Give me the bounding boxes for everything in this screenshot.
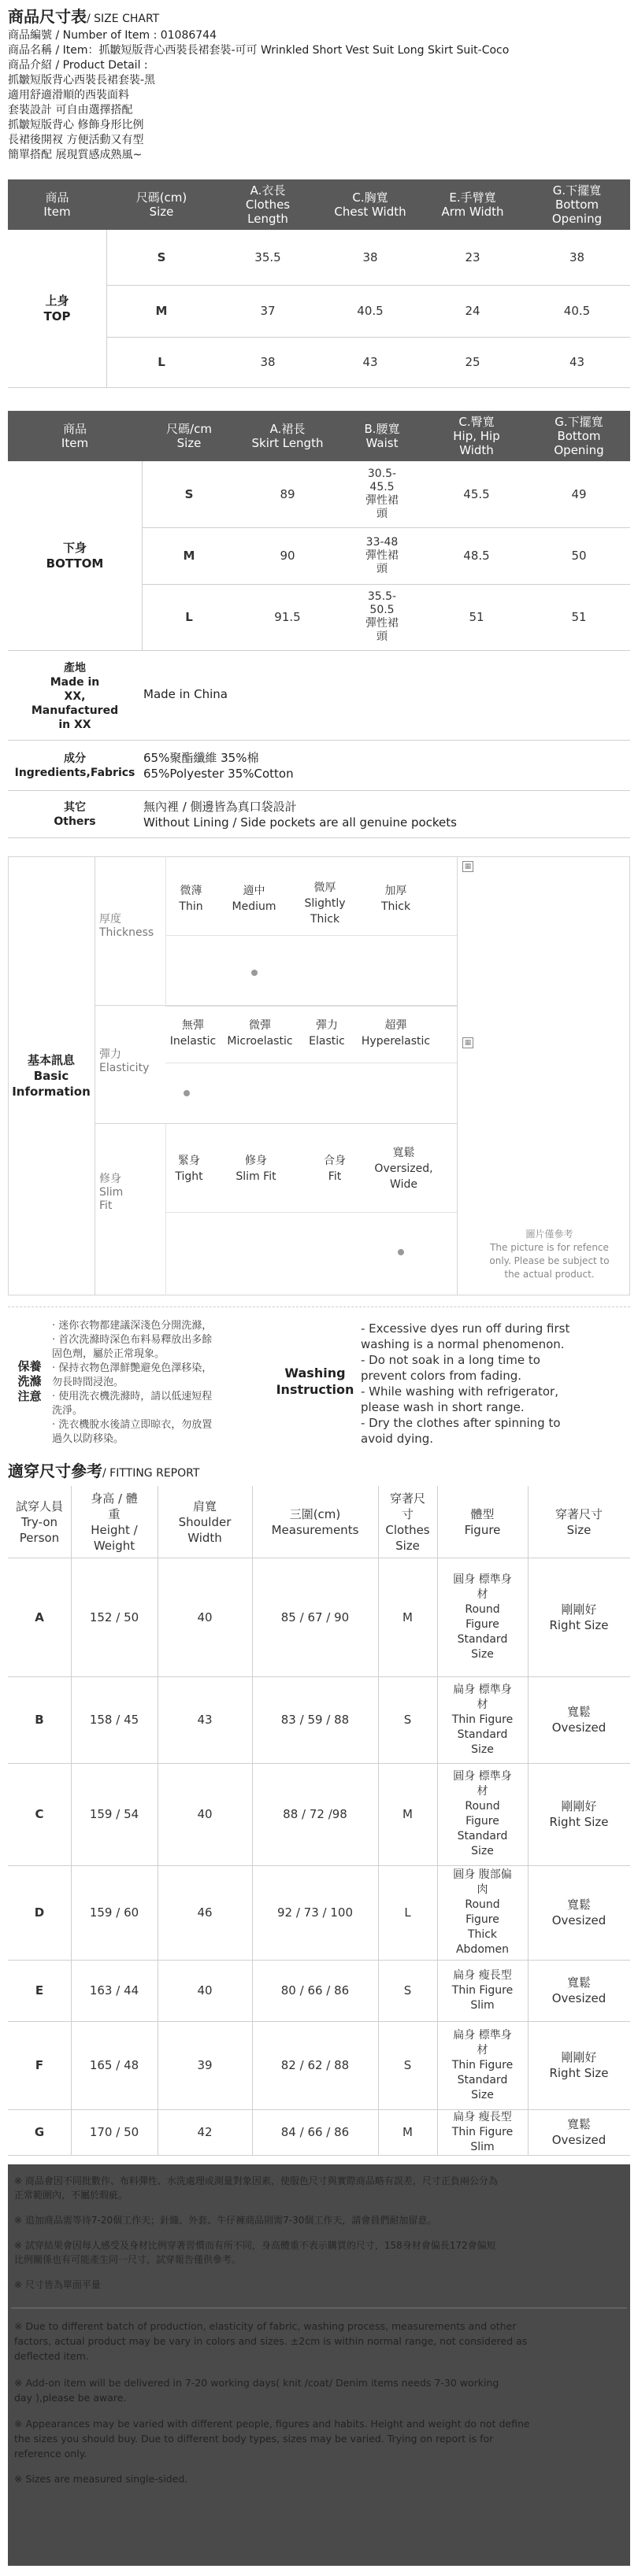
image-placeholder-icon: ▦	[462, 1037, 473, 1048]
value-cell: 39	[197, 2058, 213, 2072]
top-header-chest: C.胸寬 Chest Width	[319, 179, 421, 230]
value-cell: 38	[362, 250, 378, 264]
value-cell: 43	[569, 355, 585, 369]
note-item: ※ Add-on item will be delivered in 7-20 working days( knit /coat/ Denim items needs 7-30 working day ),please be aware.	[14, 2377, 499, 2404]
value-cell: 50	[571, 549, 587, 563]
thickness-option-slightly-thick: 微厚 Slightly Thick	[304, 881, 346, 926]
material-label: 成分 Ingredients,Fabrics	[14, 752, 135, 779]
value-cell: 159 / 60	[89, 1905, 139, 1920]
fit-result-cell: 寬鬆 Ovesized	[551, 1705, 606, 1735]
note-item: ※ Appearances may be varied with different people, figures and habits. Height and weight do not define the sizes you should buy. Due to different body types, sizes may be varied. Trying on report is for reference only.	[14, 2418, 530, 2460]
value-cell: 158 / 45	[89, 1713, 139, 1727]
washing-zh-text: · 迷你衣物都建議深淺色分開洗滌， · 首次洗滌時深色布料易釋放出多餘 固色劑，屬於正常現象。 · 保持衣物色澤鮮艷避免色澤移染， 勿長時間浸泡。 · 使用洗衣機洗滌時，請以低速短程 洗淨。 · 洗衣機脫水後請立即晾衣，勿放置 過久以防移染。	[52, 1320, 213, 1445]
value-cell: M	[402, 2125, 413, 2139]
fitting-header-height: 身高 / 體 重 Height / Weight	[91, 1491, 138, 1553]
value-cell: 170 / 50	[89, 2125, 139, 2139]
figure-cell: 圓身 腹部偏 肉 Round Figure Thick Abdomen	[453, 1868, 512, 1956]
washing-en-text: - Excessive dyes run off during first washing is a normal phenomenon. - Do not soak in a long time to prevent colors from fading. - While washing with refrigerator, please wash in short range. - Dry the clothes after spinning to avoid dying.	[361, 1321, 570, 1446]
product-intro: 商品編號 / Number of Item : 01086744 商品名稱 / Item：抓皺短版背心西裝長裙套裝-可可 Wrinkled Short Vest Suit Long Skirt Suit-Coco 商品介紹 / Product Detail : 抓皺短版背心西裝長裙套裝-黑 適用舒適滑順的西裝面料 套裝設計 可自由選擇搭配 抓皺短版背心 修飾身形比例 長裙後開衩 方便活動又有型 簡單搭配 展現質感成熟風~	[8, 29, 510, 161]
value-cell: S	[403, 1713, 412, 1727]
figure-cell: 扁身 瘦長型 Thin Figure Slim	[451, 1968, 514, 2012]
value-cell: 35.5- 50.5 彈性裙 頭	[365, 590, 399, 643]
value-cell: 85 / 67 / 90	[280, 1610, 350, 1624]
fitting-title	[8, 1461, 199, 1484]
note-item: ※ Sizes are measured single-sided.	[14, 2473, 188, 2485]
washing-label-zh: 保養 洗滌 注意	[17, 1358, 42, 1403]
bottom-header-size: 尺碼/cm Size	[142, 411, 236, 461]
figure-cell: 扁身 標準身 材 Thin Figure Standard Size	[451, 1683, 514, 1756]
thickness-selected-dot	[251, 970, 258, 976]
image-placeholder-icon: ▦	[462, 861, 473, 872]
size-cell: S	[184, 487, 194, 501]
top-header-bottom: G.下擺寬 Bottom Opening	[524, 179, 630, 230]
value-cell: 40	[197, 1610, 213, 1624]
value-cell: 165 / 48	[89, 2058, 139, 2072]
fit-result-cell: 剛剛好 Right Size	[549, 2050, 609, 2080]
fit-result-cell: 寬鬆 Ovesized	[551, 1898, 606, 1927]
washing-label-en: Washing Instruction	[276, 1366, 354, 1397]
person-cell: D	[34, 1905, 45, 1920]
size-cell: L	[158, 355, 165, 369]
material-value: 65%聚酯纖維 35%棉 65%Polyester 35%Cotton	[143, 751, 294, 781]
figure-cell: 扁身 標準身 材 Thin Figure Standard Size	[451, 2028, 514, 2101]
note-item: ※ 追加商品需等待7-20個工作天；針織、外套、牛仔褲商品則需7-30個工作天，請會員們耐加留意。	[14, 2215, 437, 2226]
thickness-option-medium: 適中 Medium	[232, 885, 276, 913]
origin-label: 產地 Made in XX, Manufactured in XX	[31, 662, 119, 731]
value-cell: 82 / 62 / 88	[280, 2058, 350, 2072]
value-cell: 46	[197, 1905, 213, 1920]
figure-cell: 扁身 瘦長型 Thin Figure Slim	[451, 2110, 514, 2153]
value-cell: 83 / 59 / 88	[280, 1713, 350, 1727]
top-header-size: 尺碼(cm) Size	[106, 179, 217, 230]
size-cell: S	[157, 250, 166, 264]
value-cell: 43	[197, 1713, 213, 1727]
fit-option-oversized: 寬鬆 Oversized, Wide	[374, 1147, 433, 1191]
value-cell: 90	[280, 549, 295, 563]
top-header-length: A.衣長 Clothes Length	[217, 179, 319, 230]
person-cell: A	[35, 1610, 44, 1624]
basic-info-label: 基本訊息 Basic Information	[12, 1053, 91, 1099]
fit-result-cell: 寬鬆 Ovesized	[551, 1975, 606, 2005]
fit-option-tight: 緊身 Tight	[175, 1155, 203, 1183]
value-cell: 163 / 44	[89, 1983, 139, 1998]
value-cell: M	[402, 1807, 413, 1821]
value-cell: S	[403, 2058, 412, 2072]
fit-option-fit: 合身 Fit	[324, 1155, 346, 1183]
person-cell: C	[35, 1807, 44, 1821]
value-cell: 40	[197, 1807, 213, 1821]
person-cell: G	[34, 2125, 45, 2139]
figure-cell: 圓身 標準身 材 Round Figure Standard Size	[453, 1770, 512, 1857]
bottom-header-bottom: G.下擺寬 Bottom Opening	[528, 411, 630, 461]
value-cell: 45.5	[463, 487, 490, 501]
picture-note: 圖片僅參考 The picture is for refence only. Please be subject to the actual product.	[489, 1229, 610, 1280]
top-header-arm: E.手臂寬 Arm Width	[421, 179, 524, 230]
value-cell: 40	[197, 1983, 213, 1998]
fit-result-cell: 寬鬆 Ovesized	[551, 2117, 606, 2147]
fit-option-slim-fit: 修身 Slim Fit	[236, 1155, 276, 1183]
value-cell: 38	[569, 250, 585, 264]
value-cell: 92 / 73 / 100	[277, 1905, 353, 1920]
value-cell: 51	[469, 610, 484, 624]
fit-result-cell: 剛剛好 Right Size	[549, 1799, 609, 1829]
value-cell: 38	[260, 355, 276, 369]
person-cell: B	[35, 1713, 44, 1727]
elasticity-option-hyperelastic: 超彈 Hyperelastic	[361, 1019, 431, 1048]
bottom-section-label: 下身 BOTTOM	[46, 541, 104, 571]
fitting-header-figure: 體型 Figure	[464, 1507, 501, 1537]
figure-cell: 圓身 標準身 材 Round Figure Standard Size	[453, 1573, 512, 1661]
value-cell: 33-48 彈性裙 頭	[365, 535, 399, 575]
value-cell: M	[402, 1610, 413, 1624]
value-cell: S	[403, 1983, 412, 1998]
note-item: ※ Due to different batch of production, elasticity of fabric, washing process, measurements and other factors, actual product may be vary in colors and sizes. ±2cm is within normal range, not considered as deflected item.	[14, 2320, 528, 2362]
value-cell: 48.5	[463, 549, 490, 563]
origin-value: Made in China	[143, 687, 228, 701]
note-item: ※ 商品會因不同批數作、布料彈性、水洗處理或測量對象因素，使服色尺寸與實際商品略有誤差，尺寸正負兩公分為 正常範圍內，不屬於瑕疵。	[14, 2175, 498, 2201]
value-cell: 37	[260, 304, 276, 318]
title-en: / SIZE CHART	[87, 13, 160, 25]
value-cell: 84 / 66 / 86	[280, 2125, 350, 2139]
fit-result-cell: 剛剛好 Right Size	[549, 1602, 609, 1632]
value-cell: 49	[571, 487, 587, 501]
value-cell: 159 / 54	[89, 1807, 139, 1821]
elasticity-selected-dot	[184, 1090, 190, 1096]
fitting-header-clothes-size: 穿著尺 寸 Clothes Size	[385, 1491, 430, 1553]
note-item: ※ 試穿結果會因每人感受及身材比例穿著習慣而有所不同，身高體重不表示購買的尺寸，158身材會偏長172會偏短 比例關係也有可能產生同一尺寸，試穿報告僅供參考。	[14, 2240, 496, 2265]
value-cell: 30.5- 45.5 彈性裙 頭	[365, 468, 399, 520]
size-cell: L	[185, 610, 193, 624]
elasticity-option-inelastic: 無彈 Inelastic	[169, 1019, 217, 1048]
size-chart-title	[8, 6, 159, 29]
elasticity-label: 彈力 Elasticity	[99, 1048, 150, 1074]
bottom-header-hip: C.臀寬 Hip, Hip Width	[425, 411, 528, 461]
value-cell: 35.5	[254, 250, 281, 264]
value-cell: 89	[280, 487, 295, 501]
elasticity-option-elastic: 彈力 Elastic	[309, 1019, 345, 1048]
value-cell: 91.5	[274, 610, 301, 624]
value-cell: 40.5	[357, 304, 384, 318]
thickness-label: 厚度 Thickness	[99, 913, 154, 939]
value-cell: 51	[571, 610, 587, 624]
value-cell: 24	[465, 304, 480, 318]
fitting-title-zh: 適穿尺寸參考	[8, 1462, 102, 1480]
top-header-item: 商品 Item	[8, 179, 106, 230]
fitting-header-size: 穿著尺寸 Size	[555, 1507, 603, 1537]
thickness-option-thin: 微薄 Thin	[179, 885, 203, 913]
fitting-title-en: / FITTING REPORT	[102, 1467, 200, 1480]
value-cell: 152 / 50	[89, 1610, 139, 1624]
size-cell: M	[183, 549, 195, 563]
fitting-header-person: 試穿人員 Try-on Person	[15, 1499, 63, 1545]
size-cell: M	[155, 304, 168, 318]
value-cell: 88 / 72 /98	[283, 1807, 347, 1821]
fitting-header-measurements: 三圍(cm) Measurements	[271, 1507, 359, 1537]
top-section-label: 上身 TOP	[43, 294, 71, 323]
value-cell: 42	[197, 2125, 213, 2139]
person-cell: F	[35, 2058, 44, 2072]
fit-label: 修身 Slim Fit	[99, 1173, 124, 1212]
other-value: 無內裡 / 側邊皆為真口袋設計 Without Lining / Side pockets are all genuine pockets	[143, 800, 457, 830]
fitting-header-shoulder: 肩寬 Shoulder Width	[178, 1499, 232, 1545]
value-cell: 43	[362, 355, 378, 369]
bottom-header-waist: B.腰寬 Waist	[339, 411, 425, 461]
value-cell: 25	[465, 355, 480, 369]
title-zh: 商品尺寸表	[8, 7, 87, 26]
other-label: 其它 Others	[54, 801, 96, 828]
value-cell: 80 / 66 / 86	[280, 1983, 350, 1998]
note-item: ※ 尺寸皆為單面平量	[14, 2279, 101, 2290]
bottom-header-item: 商品 Item	[8, 411, 142, 461]
thickness-option-thick: 加厚 Thick	[380, 885, 411, 913]
person-cell: E	[35, 1983, 44, 1998]
value-cell: 23	[465, 250, 480, 264]
bottom-header-skirt: A.裙長 Skirt Length	[236, 411, 339, 461]
value-cell: 40.5	[563, 304, 591, 318]
value-cell: L	[404, 1905, 411, 1920]
elasticity-option-microelastic: 微彈 Microelastic	[227, 1019, 293, 1048]
fit-selected-dot	[398, 1249, 404, 1255]
